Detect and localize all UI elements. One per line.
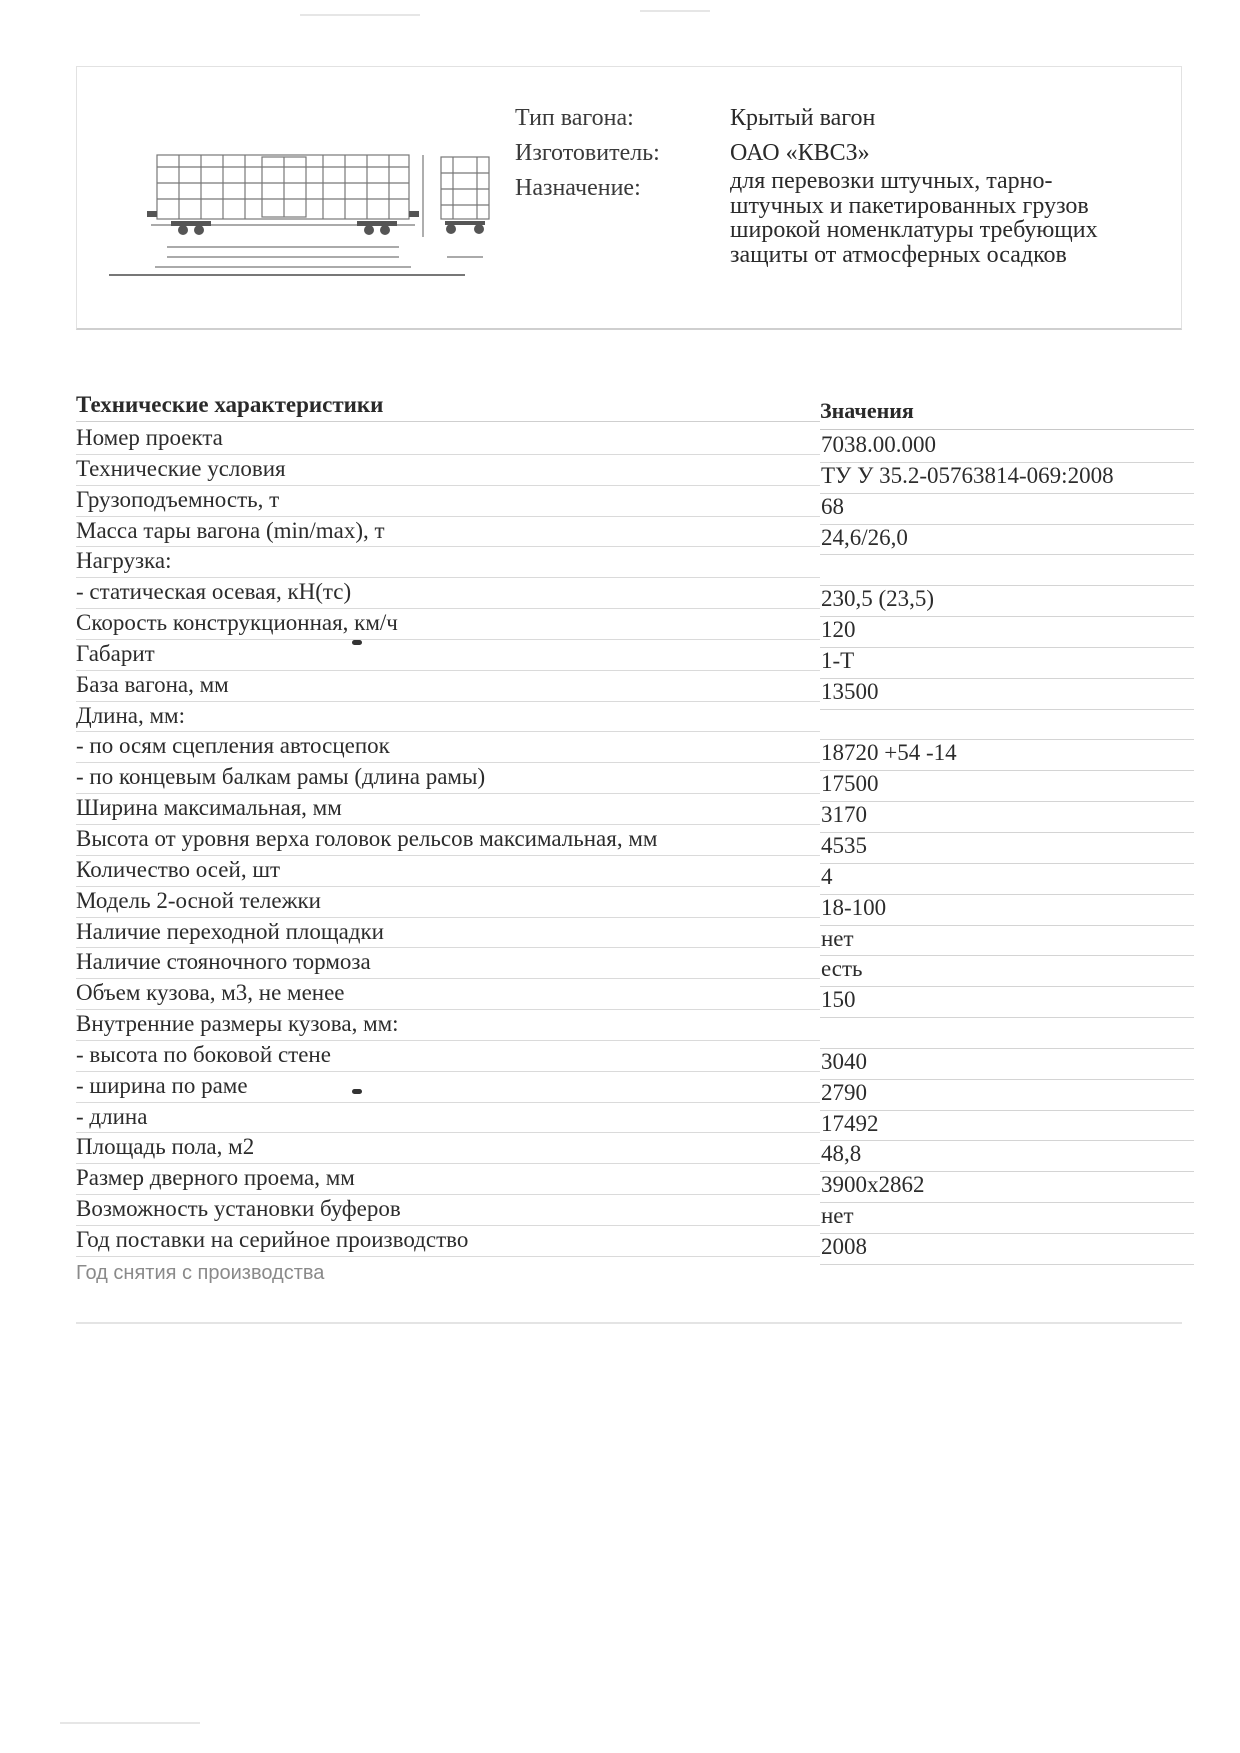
specs-header-value: Значения	[820, 398, 914, 423]
spec-name: Наличие стояночного тормоза	[76, 949, 371, 975]
table-row	[76, 671, 1194, 702]
maker-label: Изготовитель:	[515, 140, 660, 166]
drawing-underline	[109, 274, 465, 276]
scan-mark	[60, 1722, 200, 1724]
spec-value: 3040	[821, 1048, 867, 1074]
table-row	[76, 1010, 1194, 1041]
maker-value: ОАО «КВСЗ»	[730, 140, 870, 166]
table-row	[76, 578, 1194, 612]
spec-name: - высота по боковой стене	[76, 1041, 331, 1067]
table-row	[76, 1072, 1194, 1103]
bottom-rule	[76, 1322, 1182, 1324]
specs-header	[76, 392, 1194, 424]
spec-name: Масса тары вагона (min/max), т	[76, 517, 385, 543]
spec-name: - длина	[76, 1103, 148, 1129]
spec-value: 7038.00.000	[821, 432, 936, 457]
spec-value: 3900х2862	[821, 1172, 925, 1198]
spec-value: 18720 +54 -14	[821, 740, 957, 766]
wagon-info-box	[76, 66, 1182, 330]
spec-name: Длина, мм:	[76, 702, 185, 728]
spec-name: Размер дверного проема, мм	[76, 1165, 355, 1191]
spec-name: Количество осей, шт	[76, 856, 281, 882]
type-value: Крытый вагон	[730, 105, 876, 131]
table-row	[76, 424, 1194, 455]
specs-rows	[76, 424, 1194, 1288]
spec-name: Высота от уровня верха головок рельсов максимальная, мм	[76, 825, 658, 851]
spec-name: Технические условия	[76, 455, 286, 481]
table-row	[76, 1226, 1194, 1257]
table-row	[76, 1195, 1194, 1229]
spec-value: 1-Т	[821, 647, 855, 673]
ink-dot	[352, 1089, 362, 1094]
spec-value: есть	[821, 956, 863, 982]
specs-header-name: Технические характеристики	[76, 392, 384, 417]
table-row	[76, 1133, 1194, 1167]
table-row	[76, 763, 1194, 797]
table-row	[76, 547, 1194, 578]
spec-name: Нагрузка:	[76, 548, 172, 574]
type-label: Тип вагона:	[515, 105, 634, 131]
purpose-line: штучных и пакетированных грузов	[730, 192, 1089, 219]
table-row	[76, 455, 1194, 486]
spec-value: 3170	[821, 802, 867, 828]
spec-name: Номер проекта	[76, 425, 223, 450]
purpose-line: широкой номенклатуры требующих	[730, 217, 1098, 243]
table-row	[76, 640, 1194, 671]
spec-name: Возможность установки буферов	[76, 1196, 401, 1222]
spec-name: Габарит	[76, 640, 155, 666]
table-row	[76, 1164, 1194, 1198]
spec-name: База вагона, мм	[76, 671, 229, 697]
spec-value: ТУ У 35.2-05763814-069:2008	[821, 462, 1114, 488]
spec-name: Модель 2-осной тележки	[76, 887, 321, 913]
spec-value: 68	[821, 493, 844, 519]
purpose-line: для перевозки штучных, тарно-	[730, 168, 1053, 194]
spec-value: нет	[821, 1203, 854, 1229]
table-row	[76, 794, 1194, 828]
spec-name: Объем кузова, м3, не менее	[76, 980, 345, 1006]
spec-name: - ширина по раме	[76, 1072, 248, 1098]
table-row	[76, 887, 1194, 918]
spec-value: 230,5 (23,5)	[821, 586, 935, 612]
table-row	[76, 609, 1194, 643]
spec-name: - по осям сцепления автосцепок	[76, 733, 390, 759]
spec-name: Ширина максимальная, мм	[76, 795, 342, 821]
purpose-line: защиты от атмосферных осадков	[730, 241, 1067, 268]
spec-value: 2008	[821, 1233, 867, 1259]
purpose-label: Назначение:	[515, 175, 641, 201]
spec-name: Грузоподъемность, т	[76, 486, 280, 512]
specs-table	[76, 392, 1194, 1288]
spec-name: - по концевым балкам рамы (длина рамы)	[76, 764, 486, 790]
spec-value: 18-100	[821, 894, 887, 920]
spec-name: - статическая осевая, кН(тс)	[76, 579, 352, 605]
table-row	[76, 1257, 1194, 1288]
header-rule	[76, 421, 820, 422]
scan-mark	[640, 10, 710, 12]
spec-value: 120	[821, 617, 856, 643]
spec-name: Год поставки на серийное производство	[76, 1226, 469, 1252]
spec-name: Внутренние размеры кузова, мм:	[76, 1011, 399, 1037]
wagon-drawing	[107, 87, 547, 283]
table-row	[76, 1103, 1194, 1134]
spec-value: 17492	[821, 1110, 879, 1136]
spec-value: 24,6/26,0	[821, 524, 908, 550]
spec-value: 48,8	[821, 1141, 862, 1167]
spec-name: Год снятия с производства	[76, 1261, 325, 1284]
spec-value: 2790	[821, 1079, 867, 1105]
spec-value: 13500	[821, 678, 879, 704]
table-row	[76, 825, 1194, 856]
table-row	[76, 486, 1194, 517]
table-row	[76, 1041, 1194, 1072]
table-row	[76, 732, 1194, 766]
spec-name: Площадь пола, м2	[76, 1134, 255, 1160]
spec-value: 4535	[821, 832, 867, 858]
spec-value: 4	[821, 863, 833, 889]
table-row	[76, 702, 1194, 733]
table-row	[76, 948, 1194, 982]
table-row	[76, 918, 1194, 949]
info-labels	[515, 101, 660, 206]
spec-value: нет	[821, 925, 854, 951]
scan-mark	[300, 14, 420, 16]
spec-name: Скорость конструкционная, км/ч	[76, 610, 398, 636]
spec-value: 150	[821, 987, 856, 1013]
spec-value: 17500	[821, 771, 879, 797]
table-row	[76, 517, 1194, 548]
ink-dot	[352, 640, 362, 645]
spec-name: Наличие переходной площадки	[76, 918, 384, 944]
table-row	[76, 856, 1194, 887]
info-values	[730, 101, 1160, 269]
table-row	[76, 979, 1194, 1013]
